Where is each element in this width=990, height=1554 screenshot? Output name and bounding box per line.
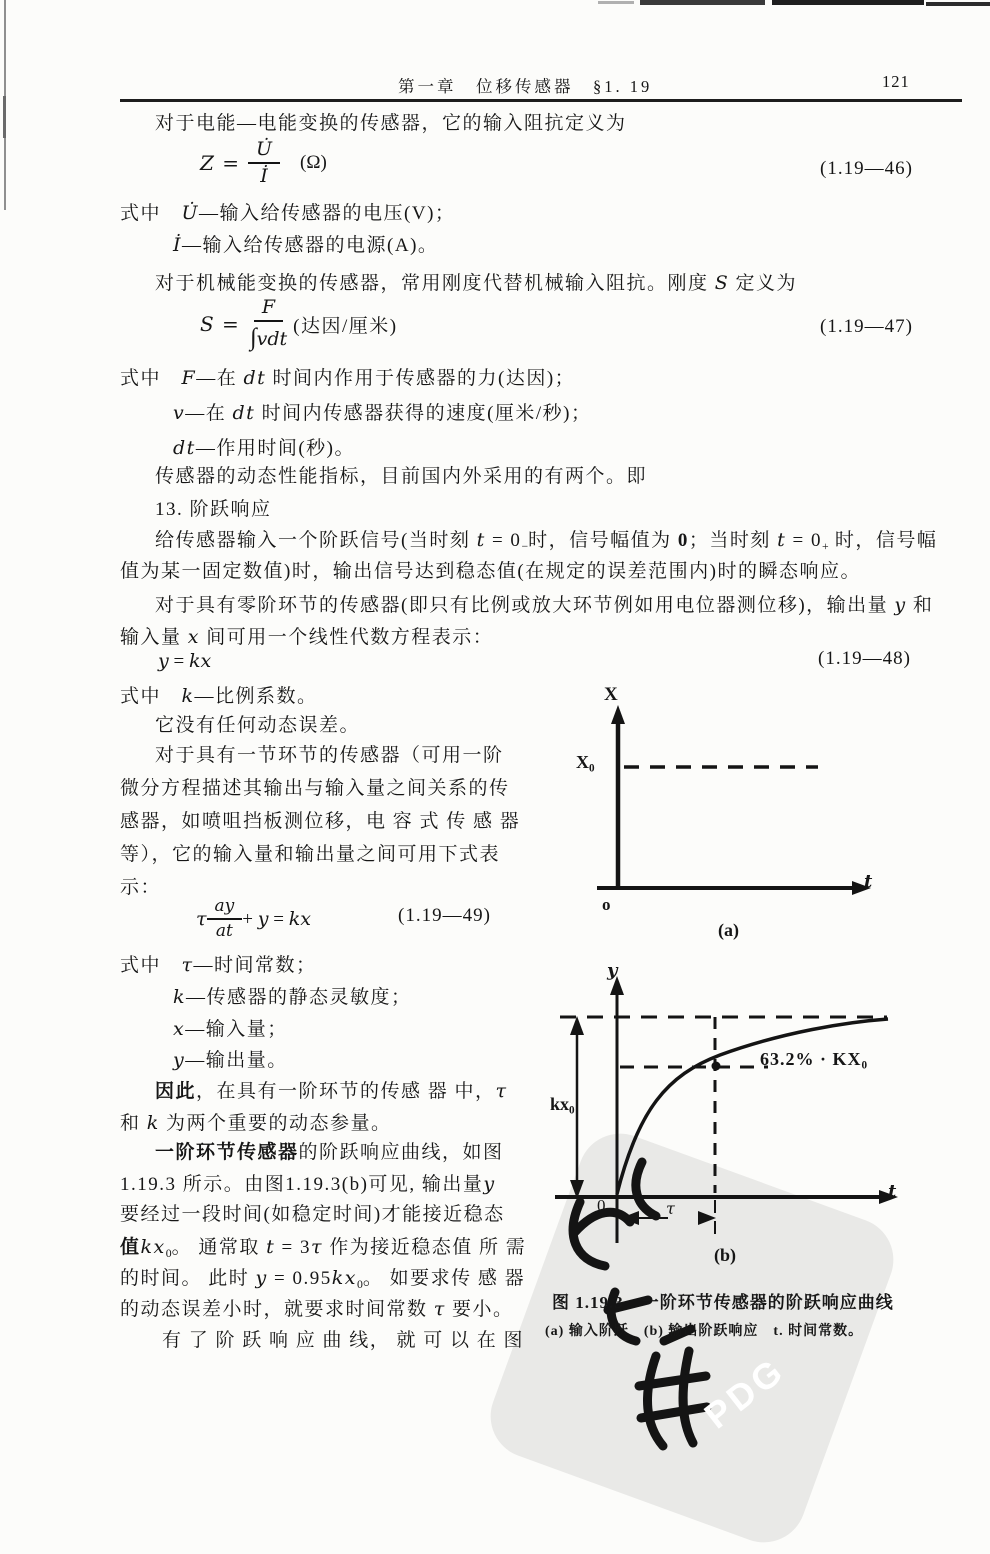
- line-p2: 对于机械能变换的传感器，常用刚度代替机械输入阻抗。刚度 S 定义为: [155, 272, 798, 294]
- eq49-number: (1.19—49): [398, 905, 491, 926]
- eq47-lhs: S =: [200, 312, 240, 337]
- fig-b-632pct-point: [712, 1062, 721, 1071]
- line-w49c: x—输入量；: [173, 1018, 288, 1040]
- line-p7c: 感器，如喷咀挡板测位移，电 容 式 传 感 器: [120, 811, 521, 832]
- eq49-lead: τ: [196, 908, 207, 931]
- line-p8b: 和 k 为两个重要的动态参量。: [120, 1112, 392, 1134]
- fig-b-tau-label: τ: [666, 1199, 675, 1218]
- line-p9a: 一阶环节传感器的阶跃响应曲线，如图: [155, 1142, 504, 1163]
- eq47-numerator: F: [254, 298, 283, 322]
- eq47-fraction: [248, 298, 289, 351]
- line-w47a: 式中 F—在 dt 时间内作用于传感器的力(达因)；: [120, 367, 576, 389]
- eq47-unit: (达因/厘米): [293, 315, 398, 337]
- scan-top-smudge: [926, 2, 990, 6]
- eq49-fraction: [207, 898, 243, 941]
- line-p3: 传感器的动态性能指标，目前国内外采用的有两个。即: [155, 466, 648, 487]
- line-w48: 式中 k—比例系数。: [120, 685, 318, 707]
- line-p5a: 对于具有零阶环节的传感器(即只有比例或放大环节例如用电位器测位移)，输出量 y 和: [155, 594, 934, 616]
- fig-b-origin-label: 0: [597, 1196, 606, 1215]
- fig-a-xaxis-label: t: [864, 871, 873, 892]
- eq46-lhs: Z =: [200, 151, 241, 176]
- figure-caption-title: 图 1.19.3 一阶环节传感器的阶跃响应曲线: [552, 1293, 894, 1312]
- equation-1-19-46: [200, 140, 327, 187]
- fig-b-kx0-label: $kx_0$: [550, 1094, 575, 1117]
- fig-a-subfig-tag: (a): [718, 920, 739, 940]
- line-w46a: 式中 U̇—输入给传感器的电压(V)；: [120, 202, 456, 224]
- line-h13: 13. 阶跃响应: [155, 499, 272, 520]
- line-p10: 有 了 阶 跃 响 应 曲 线， 就 可 以 在 图: [162, 1330, 525, 1351]
- line-p9d: 值$kx_0$。 通常取 t = 3τ 作为接近稳态值 所 需: [120, 1236, 527, 1260]
- fig-a-yaxis-label: X: [604, 684, 618, 705]
- line-w47b: v—在 dt 时间内传感器获得的速度(厘米/秒)；: [173, 402, 592, 424]
- fig-b-xaxis-label: t: [888, 1181, 897, 1202]
- fig-b-632pct-label: $63.2\% \cdot KX_0$: [760, 1049, 868, 1072]
- line-p7b: 微分方程描述其输出与输入量之间关系的传: [120, 778, 510, 799]
- figure-caption-legend: (a) 输入阶跃 (b) 输出阶跃响应 t. 时间常数。: [545, 1324, 864, 1339]
- line-p9e: 的时间。 此时 $y = 0.95kx_0$。 如要求传 感 器: [120, 1267, 526, 1291]
- line-p6: 它没有任何动态误差。: [155, 715, 361, 736]
- line-p9f: 的动态误差小时，就要求时间常数 τ 要小。: [120, 1298, 514, 1320]
- fig-b-response-curve: [617, 1019, 888, 1194]
- line-w49a: 式中 τ—时间常数；: [120, 954, 317, 976]
- fig-b-yaxis-label: y: [607, 960, 618, 981]
- line-p4b: 值为某一固定数值)时，输出信号达到稳态值(在规定的误差范围内)时的瞬态响应。: [120, 561, 861, 582]
- scan-edge-line-dark: [3, 96, 6, 138]
- line-w49b: k—传感器的静态灵敏度；: [173, 986, 412, 1008]
- scan-top-smudge: [640, 0, 765, 5]
- eq46-number: (1.19—46): [820, 158, 913, 179]
- fig-a-level-label: $X_0$: [576, 752, 595, 775]
- scan-top-smudge: [598, 1, 634, 4]
- figure-b-step-response-plot: [540, 960, 930, 1290]
- eq46-fraction: [248, 140, 280, 187]
- eq47-number: (1.19—47): [820, 316, 913, 337]
- scan-top-smudge: [772, 0, 924, 5]
- eq48-body: y = kx: [158, 650, 212, 672]
- line-p4a: 给传感器输入一个阶跃信号(当时刻 $t = 0_-$时，信号幅值为 0；当时刻 $t = 0_+$ 时，信号幅: [155, 529, 938, 553]
- header-rule: [120, 99, 962, 102]
- eq46-denominator: İ: [260, 164, 268, 187]
- fig-b-tau-arrow-right: [698, 1211, 716, 1225]
- line-w49d: y—输出量。: [173, 1049, 288, 1071]
- eq46-numerator: U̇: [248, 140, 280, 164]
- line-w47c: dt—作用时间(秒)。: [173, 437, 355, 459]
- eq49-rest: + y = kx: [242, 907, 311, 930]
- line-p9c: 要经过一段时间(如稳定时间)才能接近稳态: [120, 1204, 505, 1225]
- page-number: 121: [882, 72, 910, 91]
- fig-b-subfig-tag: (b): [714, 1245, 736, 1265]
- eq49-denominator: at: [215, 920, 233, 941]
- fig-b-tau-arrow-left: [621, 1211, 639, 1225]
- fig-a-origin-label: o: [602, 895, 611, 914]
- eq48-number: (1.19—48): [818, 648, 911, 669]
- eq49-numerator: ay: [207, 898, 243, 920]
- equation-1-19-48: [158, 650, 211, 673]
- line-p5b: 输入量 x 间可用一个线性代数方程表示：: [120, 626, 494, 648]
- line-p7e: 示：: [120, 877, 162, 898]
- line-p7d: 等），它的输入量和输出量之间可用下式表: [120, 844, 501, 865]
- eq47-denominator: ∫vdt: [249, 323, 288, 351]
- equation-1-19-47: [200, 298, 398, 351]
- line-p8a: 因此，在具有一阶环节的传感 器 中，τ: [155, 1080, 508, 1102]
- eq46-unit: (Ω): [300, 152, 327, 174]
- equation-1-19-49: [196, 898, 311, 941]
- watermark-pdg-text: PDG: [696, 1348, 793, 1437]
- line-w46b: İ—输入给传感器的电源(A)。: [173, 234, 439, 256]
- header-chapter-title: 第一章 位移传感器 §1. 19: [398, 77, 653, 96]
- line-p1: 对于电能—电能变换的传感器，它的输入阻抗定义为: [155, 113, 627, 134]
- line-p7a: 对于具有一节环节的传感器（可用一阶: [155, 745, 504, 766]
- line-p9b: 1.19.3 所示。由图1.19.3(b)可见, 输出量y: [120, 1173, 496, 1195]
- fig-b-kx0-arrow-up: [570, 1016, 584, 1035]
